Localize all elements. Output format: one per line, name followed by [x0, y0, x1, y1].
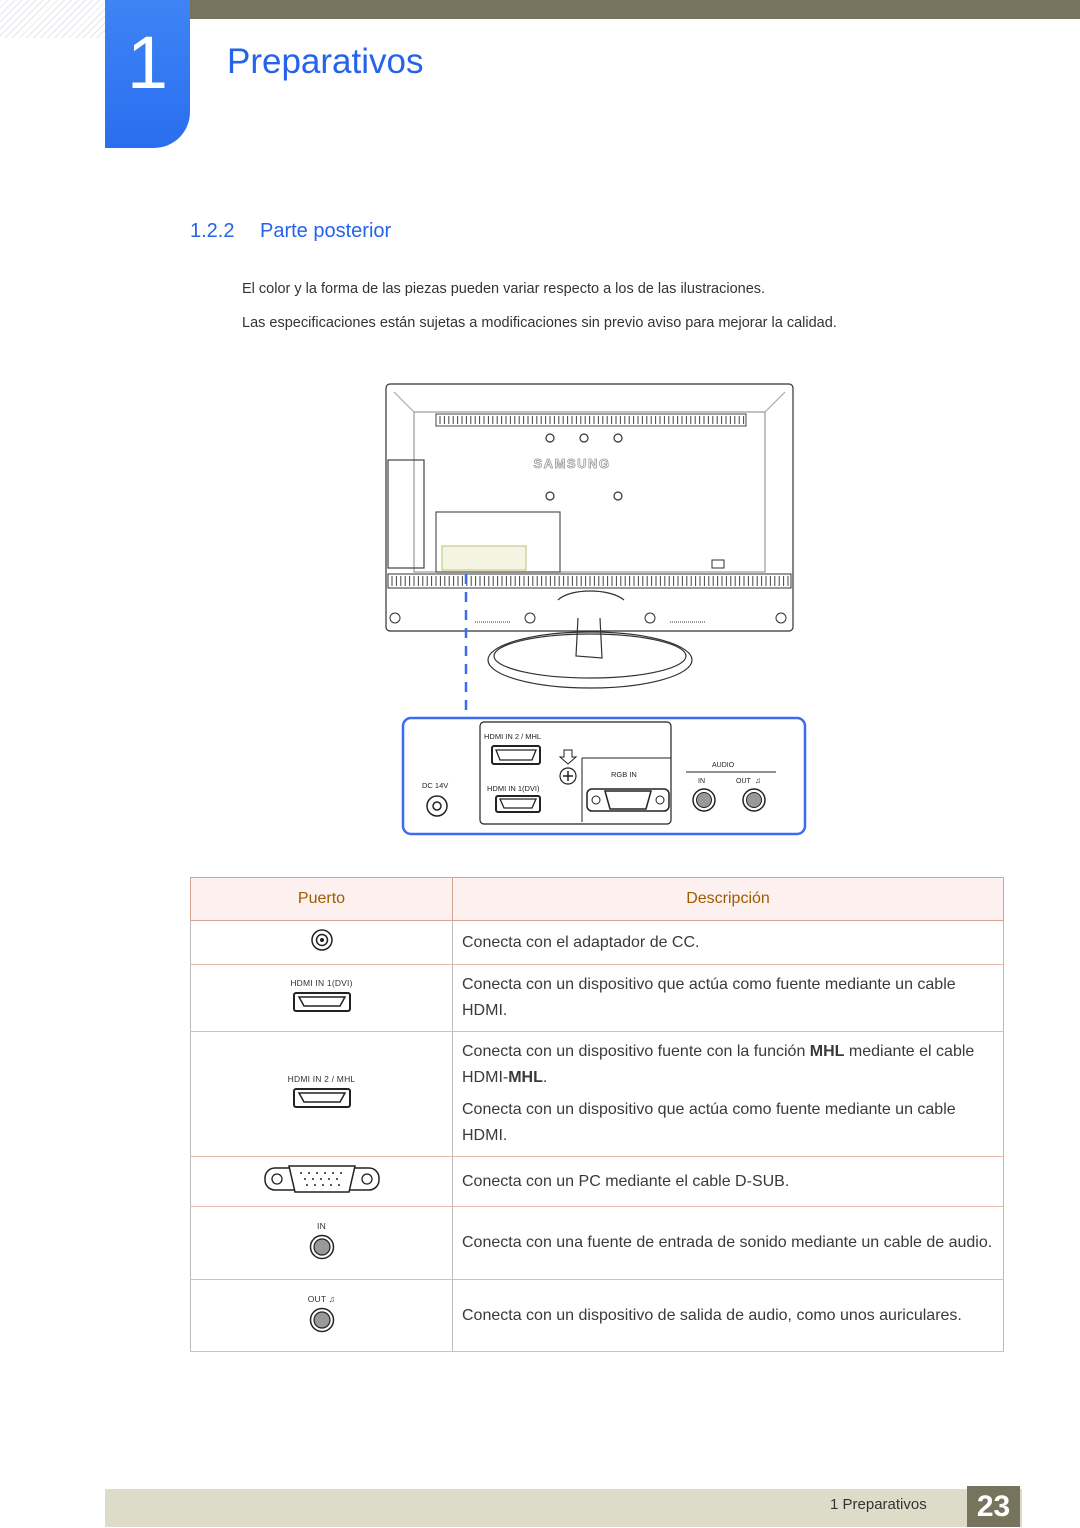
port-closeup-panel — [403, 718, 805, 834]
row-description: Conecta con un dispositivo que actúa como fuente mediante un cable HDMI. — [462, 976, 956, 1019]
audio-out-jack-icon — [309, 1307, 335, 1333]
table-row — [191, 1157, 1004, 1207]
port-cell — [191, 1157, 453, 1207]
bottom-feet — [390, 613, 786, 623]
port-label: HDMI IN 1(DVI) — [290, 978, 353, 988]
port-label: IN — [317, 1221, 326, 1231]
header-hatch-pattern — [0, 0, 105, 38]
mhl-term: MHL — [809, 1043, 845, 1060]
table-header-row — [191, 878, 1004, 921]
table-row — [191, 1032, 1004, 1157]
table-row — [191, 921, 1004, 965]
row-description-mhl: Conecta con un dispositivo fuente con la función MHL mediante el cable HDMI-MHL. — [462, 1043, 975, 1086]
chapter-badge — [105, 0, 190, 148]
chapter-title: Preparativos — [227, 42, 424, 81]
headphone-icon: ♫ — [328, 1293, 336, 1304]
port-label: OUT ♫ — [307, 1293, 336, 1304]
headphone-icon: ♫ — [755, 776, 761, 785]
header-port: Puerto — [191, 878, 453, 921]
label-hdmi2: HDMI IN 2 / MHL — [484, 732, 542, 741]
description-cell — [453, 965, 1004, 1032]
footer-chapter-label: 1 Preparativos — [830, 1496, 927, 1513]
label-rgb: RGB IN — [611, 770, 637, 779]
dc-jack-icon — [427, 796, 447, 816]
port-cell — [191, 1207, 453, 1280]
hdmi-mhl-port-icon — [292, 1087, 352, 1109]
section-heading — [190, 220, 391, 243]
audio-in-jack-icon — [309, 1234, 335, 1260]
description-cell — [453, 1207, 1004, 1280]
note-color-shape: El color y la forma de las piezas pueden variar respecto a los de las ilustraciones. — [242, 281, 766, 297]
row-description: Conecta con un dispositivo que actúa como fuente mediante un cable HDMI. — [462, 1101, 956, 1144]
rgb-port-icon — [587, 789, 669, 811]
table-row — [191, 1280, 1004, 1352]
port-cell — [191, 1280, 453, 1352]
description-cell — [453, 1032, 1004, 1157]
dsub-port-icon — [263, 1163, 381, 1195]
description-cell — [453, 1280, 1004, 1352]
label-audio-in: IN — [698, 778, 705, 785]
monitor-rear-diagram — [380, 378, 820, 848]
header-description: Descripción — [453, 878, 1004, 921]
description-cell — [453, 921, 1004, 965]
monitor-stand — [488, 591, 692, 688]
label-dc: DC 14V — [422, 781, 449, 790]
dc-power-jack-icon — [310, 928, 334, 952]
port-label: HDMI IN 2 / MHL — [287, 1074, 356, 1084]
description-cell — [453, 1157, 1004, 1207]
label-audio: AUDIO — [712, 762, 735, 769]
lock-slot — [712, 560, 724, 568]
table-row — [191, 1207, 1004, 1280]
row-description: Conecta con el adaptador de CC. — [462, 933, 700, 951]
hdmi-port-icon — [292, 991, 352, 1013]
table-row — [191, 965, 1004, 1032]
section-number: 1.2.2 — [190, 220, 235, 242]
brand-logo: SAMSUNG — [533, 456, 611, 471]
header-bar — [190, 0, 1080, 19]
chapter-number: 1 — [126, 21, 169, 104]
port-table — [190, 877, 1004, 1352]
label-hdmi1: HDMI IN 1(DVI) — [487, 784, 540, 793]
section-title: Parte posterior — [260, 220, 392, 242]
label-audio-out: OUT — [736, 778, 751, 785]
row-description: Conecta con una fuente de entrada de sonido mediante un cable de audio. — [462, 1234, 993, 1251]
row-description: Conecta con un dispositivo de salida de audio, como unos auriculares. — [462, 1306, 962, 1324]
page-number: 23 — [967, 1486, 1020, 1527]
row-description: Conecta con un PC mediante el cable D-SUB. — [462, 1172, 790, 1190]
port-cell — [191, 1032, 453, 1157]
mhl-term: MHL — [508, 1069, 543, 1086]
note-specifications: Las especificaciones están sujetas a modificaciones sin previo aviso para mejorar la calidad. — [242, 315, 837, 331]
hdmi2-port-icon — [492, 746, 540, 764]
port-cell — [191, 921, 453, 965]
ground-arrow-icon — [560, 750, 576, 764]
port-cell — [191, 965, 453, 1032]
